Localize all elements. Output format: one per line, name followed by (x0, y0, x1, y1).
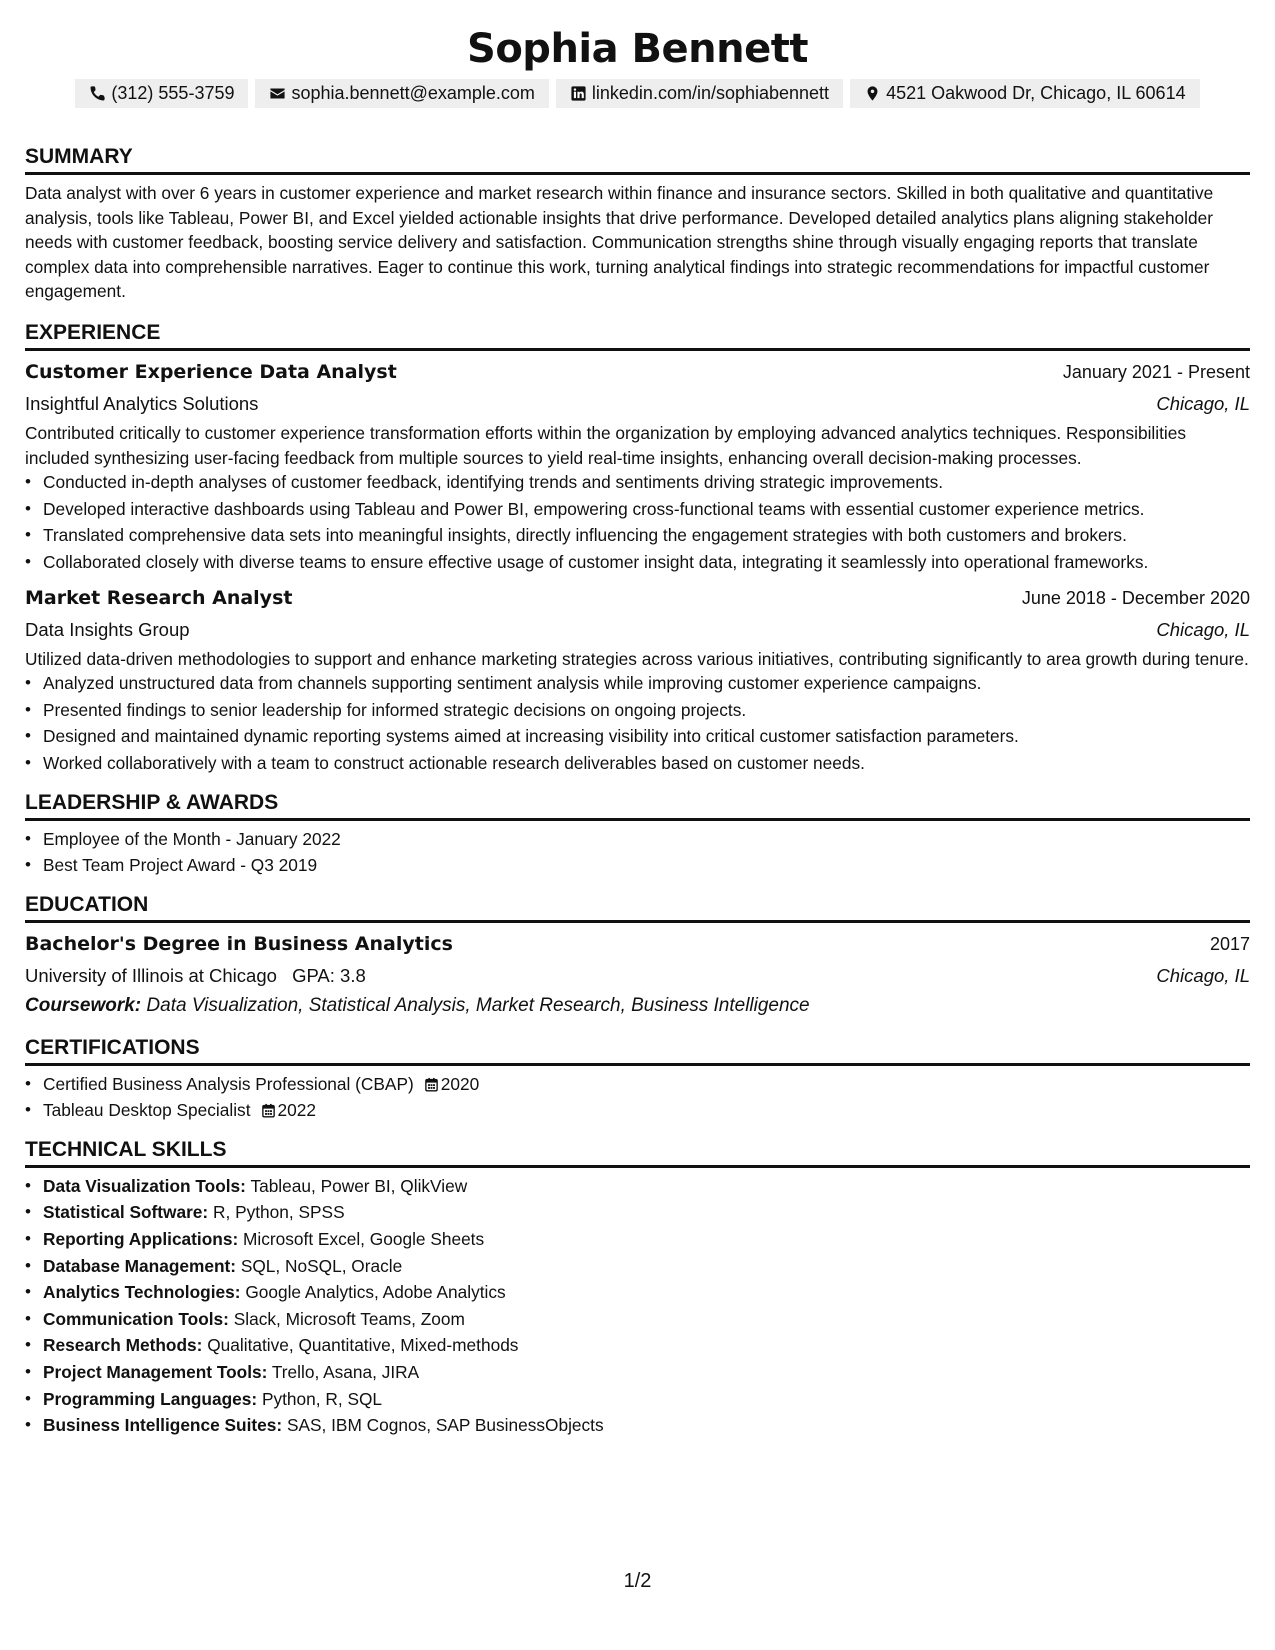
list-item: • Best Team Project Award - Q3 2019 (43, 853, 1250, 878)
list-item (43, 1174, 1250, 1199)
list-item: • Developed interactive dashboards using Tableau and Power BI, empowering cross-functional teams with essential customer experience metrics. (43, 497, 1250, 522)
job-bullets (25, 470, 1250, 574)
phone-text: (312) 555-3759 (111, 83, 235, 103)
list-item: • Designed and maintained dynamic reporting systems aimed at increasing visibility into critical customer satisfaction parameters. (43, 724, 1250, 749)
skill-value: Qualitative, Quantitative, Mixed-methods (207, 1335, 519, 1356)
contact-phone[interactable] (75, 79, 248, 108)
section-title: CERTIFICATIONS (25, 1033, 1250, 1066)
section-title: SUMMARY (25, 142, 1250, 175)
skill-label: Data Visualization Tools: (43, 1175, 246, 1196)
section-title: LEADERSHIP & AWARDS (25, 788, 1250, 821)
coursework-label: Coursework: (25, 994, 142, 1016)
skill-value: Python, R, SQL (261, 1388, 383, 1409)
company-name: Data Insights Group (25, 618, 190, 640)
resume-page (25, 0, 1250, 1440)
company-name: Insightful Analytics Solutions (25, 392, 259, 414)
skill-value: Google Analytics, Adobe Analytics (245, 1282, 506, 1303)
job-description: Utilized data-driven methodologies to support and enhance marketing strategies across various initiatives, contributing significantly to area growth during tenure. (25, 648, 1249, 669)
skill-value: Microsoft Excel, Google Sheets (243, 1229, 485, 1250)
job-bullets (25, 671, 1250, 775)
list-item (43, 1098, 1250, 1123)
skill-value: R, Python, SPSS (213, 1202, 345, 1223)
list-item (43, 1413, 1250, 1438)
skill-value: Trello, Asana, JIRA (271, 1362, 420, 1383)
list-item (43, 1254, 1250, 1279)
job-dates: June 2018 - December 2020 (1021, 587, 1250, 608)
section-title: EDUCATION (25, 890, 1250, 923)
job-entry (25, 357, 1250, 575)
gpa: GPA: 3.8 (292, 964, 366, 986)
list-item: • Analyzed unstructured data from channels supporting sentiment analysis while improving customer experience campaigns. (43, 671, 1250, 696)
list-item (43, 1360, 1250, 1385)
school-name: University of Illinois at Chicago (25, 964, 277, 986)
section-title: EXPERIENCE (25, 318, 1250, 351)
job-location: Chicago, IL (1156, 392, 1250, 414)
cert-name: Certified Business Analysis Professional (CBAP) (43, 1073, 414, 1094)
list-item (43, 1333, 1250, 1358)
skill-value: SAS, IBM Cognos, SAP BusinessObjects (286, 1415, 604, 1436)
list-item (43, 1200, 1250, 1225)
contact-email[interactable] (255, 79, 548, 108)
certifications-list (25, 1072, 1250, 1123)
certifications-section (25, 1033, 1250, 1123)
skills-list (25, 1174, 1250, 1438)
contact-address[interactable] (850, 79, 1200, 108)
phone-icon (89, 85, 106, 102)
list-item: • Employee of the Month - January 2022 (43, 827, 1250, 852)
list-item (43, 1280, 1250, 1305)
skill-value: Tableau, Power BI, QlikView (250, 1175, 468, 1196)
skill-label: Business Intelligence Suites: (43, 1415, 283, 1436)
summary-text: Data analyst with over 6 years in customer experience and market research within finance and insurance sectors. Skilled in both qualitative and quantitative analysis, tools like Tableau, Power BI, and Excel yielded actionable insights that drive performance. Developed detailed analytics plans aligning stakeholder needs with customer feedback, boosting service delivery and satisfaction. Communication strengths shine through visually engaging reports that translate complex data into comprehensible narratives. Eager to continue this work, turning analytical findings into strategic recommendations for impactful customer engagement. (25, 183, 1214, 302)
skill-label: Analytics Technologies: (43, 1282, 241, 1303)
list-item (43, 1227, 1250, 1252)
cert-year: 2022 (277, 1100, 316, 1121)
section-title: TECHNICAL SKILLS (25, 1135, 1250, 1168)
contact-linkedin[interactable] (556, 79, 843, 108)
list-item: • Conducted in-depth analyses of customer feedback, identifying trends and sentiments driving strategic improvements. (43, 470, 1250, 495)
skill-label: Project Management Tools: (43, 1362, 268, 1383)
coursework (25, 991, 1250, 1021)
list-item (43, 1072, 1250, 1097)
contact-bar (25, 79, 1250, 108)
skills-section (25, 1135, 1250, 1438)
skill-label: Database Management: (43, 1255, 237, 1276)
skill-value: Slack, Microsoft Teams, Zoom (233, 1308, 465, 1329)
graduation-year: 2017 (1209, 933, 1250, 954)
skill-label: Statistical Software: (43, 1202, 209, 1223)
job-title: Market Research Analyst (25, 586, 293, 609)
list-item: • Translated comprehensive data sets into meaningful insights, directly influencing the engagement strategies with both customers and brokers. (43, 523, 1250, 548)
education-section (25, 890, 1250, 1021)
list-item: • Presented findings to senior leadership for informed strategic decisions on ongoing projects. (43, 698, 1250, 723)
degree-title: Bachelor's Degree in Business Analytics (25, 932, 453, 955)
map-pin-icon (864, 85, 881, 102)
job-dates: January 2021 - Present (1062, 361, 1250, 382)
list-item: • Collaborated closely with diverse teams to ensure effective usage of customer insight data, integrating it seamlessly into operational frameworks. (43, 550, 1250, 575)
summary-section (25, 142, 1250, 304)
school-location: Chicago, IL (1156, 964, 1250, 986)
job-description: Contributed critically to customer experience transformation efforts within the organization by employing advanced analytics techniques. Responsibilities included synthesizing user-facing feedback from multiple sources to yield real-time insights, enhancing overall decision-making processes. (25, 422, 1187, 468)
skill-label: Programming Languages: (43, 1388, 258, 1409)
skill-label: Reporting Applications: (43, 1229, 239, 1250)
linkedin-icon (570, 85, 587, 102)
list-item: • Worked collaboratively with a team to construct actionable research deliverables based on customer needs. (43, 751, 1250, 776)
calendar-icon (261, 1103, 276, 1118)
cert-year: 2020 (440, 1073, 480, 1094)
leadership-section (25, 788, 1250, 878)
list-item (43, 1387, 1250, 1412)
candidate-name: Sophia Bennett (467, 26, 808, 72)
job-title: Customer Experience Data Analyst (25, 360, 397, 383)
email-text: sophia.bennett@example.com (291, 83, 535, 103)
job-entry (25, 583, 1250, 776)
skill-value: SQL, NoSQL, Oracle (240, 1255, 403, 1276)
envelope-icon (269, 85, 286, 102)
skill-label: Research Methods: (43, 1335, 203, 1356)
skill-label: Communication Tools: (43, 1308, 229, 1329)
coursework-list: Data Visualization, Statistical Analysis, Market Research, Business Intelligence (146, 994, 810, 1016)
list-item (43, 1307, 1250, 1332)
cert-name: Tableau Desktop Specialist (43, 1100, 251, 1121)
address-text: 4521 Oakwood Dr, Chicago, IL 60614 (886, 83, 1186, 103)
calendar-icon (424, 1077, 439, 1092)
experience-section (25, 318, 1250, 776)
linkedin-text: linkedin.com/in/sophiabennett (591, 83, 830, 103)
awards-list (25, 827, 1250, 878)
page-number: 1/2 (623, 1570, 652, 1592)
job-location: Chicago, IL (1156, 618, 1250, 640)
